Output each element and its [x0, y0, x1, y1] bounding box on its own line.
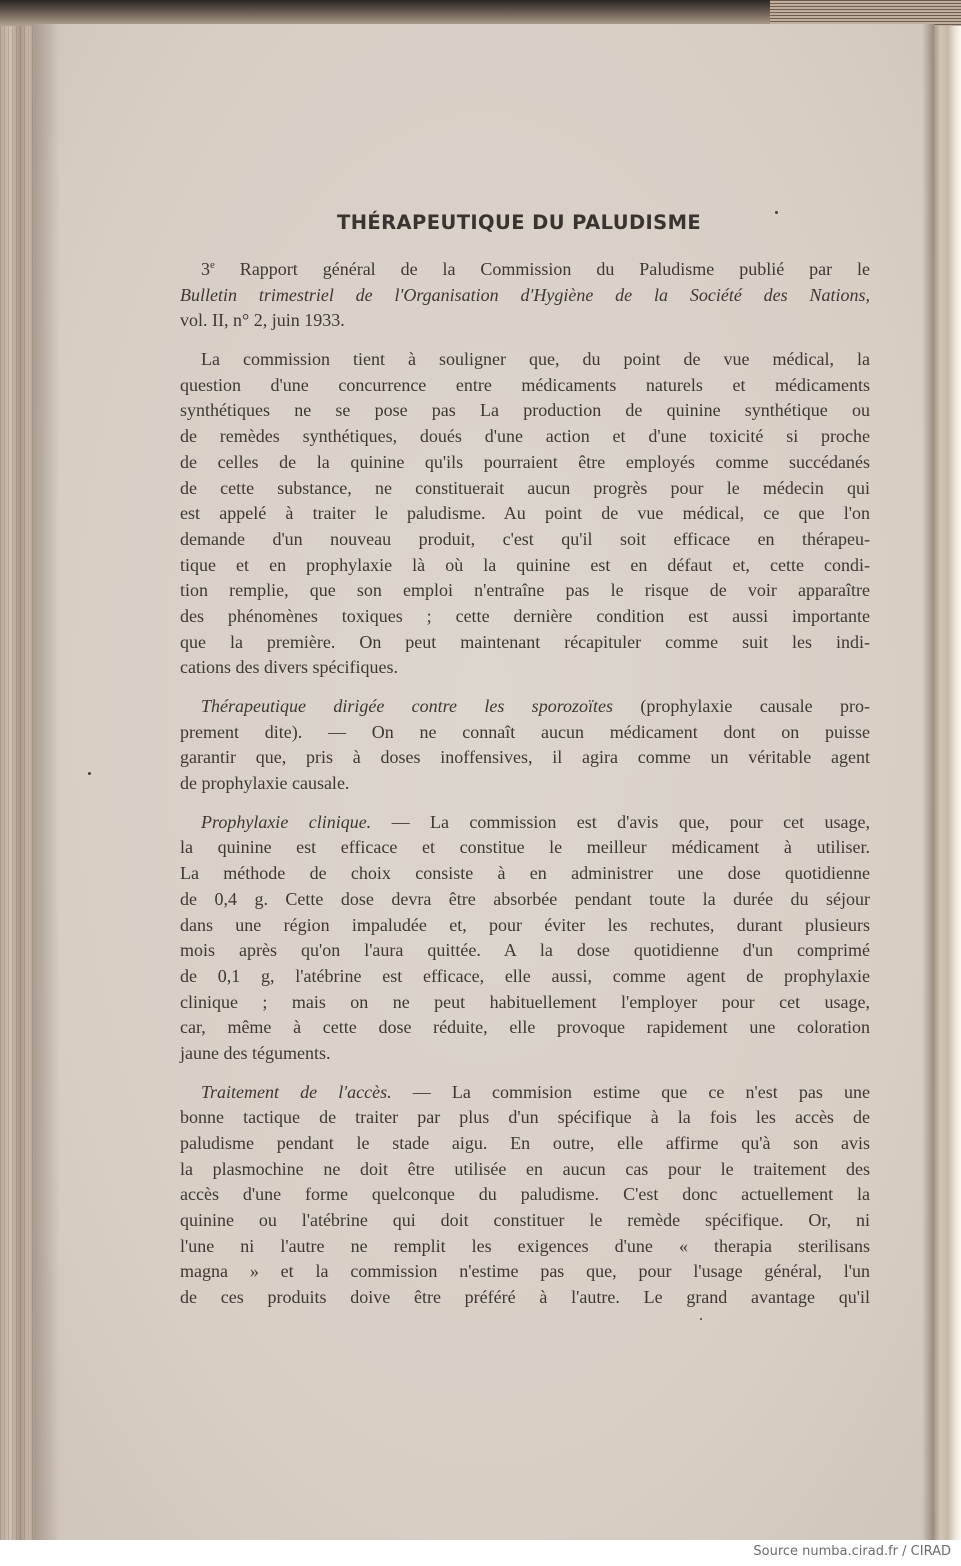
text-line: [180, 1157, 870, 1183]
page-title: THÉRAPEUTIQUE DU PALUDISME: [337, 211, 702, 234]
text-run: mois après qu'on l'aura quittée. A la dose quotidienne d'un comprimé: [180, 940, 870, 961]
text-line: [180, 450, 870, 476]
text-run: magna » et la commission n'estime pas que, pour l'usage général, l'un: [180, 1261, 870, 1282]
text-line: [180, 694, 870, 720]
italic-run: Thérapeutique dirigée contre les sporozoïtes: [201, 696, 614, 716]
paragraph: [180, 347, 870, 681]
text-run: tion remplie, que son emploi n'entraîne pas le risque de voir apparaître: [180, 580, 870, 601]
text-line: [180, 308, 870, 334]
text-line: [180, 398, 870, 424]
text-line: [180, 720, 870, 746]
text-run: de prophylaxie causale.: [180, 773, 350, 794]
text-line: [180, 938, 870, 964]
page-stack-lines: [0, 0, 36, 1540]
text-line: [180, 1015, 870, 1041]
text-line: [180, 990, 870, 1016]
text-run: La méthode de choix consiste à en administrer une dose quotidienne: [180, 863, 870, 884]
text-line: [180, 476, 870, 502]
text-line: [180, 424, 870, 450]
text-run: vol. II, n° 2, juin 1933.: [180, 310, 345, 331]
paragraph: [180, 1080, 870, 1311]
text-run: bonne tactique de traiter par plus d'un spécifique à la fois les accès de: [180, 1107, 870, 1128]
text-line: [180, 1131, 870, 1157]
text-run: prement dite). — On ne connaît aucun médicament dont on puisse: [180, 721, 870, 742]
text-line: [180, 655, 870, 681]
book-right-edge: [934, 0, 961, 1540]
text-run: — La commission est d'avis que, pour cet usage,: [371, 811, 870, 832]
text-line: [180, 1259, 870, 1285]
text-run: des phénomènes toxiques ; cette dernière condition est aussi importante: [180, 605, 870, 626]
right-shadow: [922, 24, 934, 1540]
ink-speck: [88, 772, 91, 775]
text-run: de celles de la quinine qu'ils pourraient être employés comme succédanés: [180, 451, 870, 472]
text-line: [180, 964, 870, 990]
text-run: cations des divers spécifiques.: [180, 657, 398, 678]
text-run: — La commision estime que ce n'est pas une: [391, 1081, 870, 1102]
text-run: synthétiques ne se pose pas La production de quinine synthétique ou: [180, 400, 870, 421]
text-run: quinine ou l'atébrine qui doit constituer le remède spécifique. Or, ni: [180, 1210, 870, 1231]
paragraph: [180, 694, 870, 797]
text-run: de remèdes synthétiques, doués d'une action et d'une toxicité si proche: [180, 426, 870, 447]
text-run: jaune des téguments.: [180, 1042, 331, 1063]
text-run: demande d'un nouveau produit, c'est qu'il soit efficace en thérapeu-: [180, 528, 870, 549]
text-line: [180, 1208, 870, 1234]
text-line: [180, 553, 870, 579]
text-line: [180, 1105, 870, 1131]
text-line: [180, 501, 870, 527]
text-run: accès d'une forme quelconque du paludisme. C'est donc actuellement la: [180, 1184, 870, 1205]
text-line: [180, 745, 870, 771]
text-line: [180, 1234, 870, 1260]
text-line: [180, 257, 870, 283]
text-run: car, même à cette dose réduite, elle provoque rapidement une coloration: [180, 1017, 870, 1038]
text-line: [180, 810, 870, 836]
book-right-top-edge: [770, 0, 961, 26]
source-credit: Source numba.cirad.fr / CIRAD: [753, 1544, 951, 1559]
text-line: [180, 913, 870, 939]
text-run: la plasmochine ne doit être utilisée en aucun cas pour le traitement des: [180, 1158, 870, 1179]
text-line: [180, 347, 870, 373]
italic-run: Traitement de l'accès.: [201, 1081, 392, 1102]
text-run: est appelé à traiter le paludisme. Au point de vue médical, ce que l'on: [180, 503, 870, 524]
italic-run: Prophylaxie clinique.: [201, 811, 372, 832]
text-line: [180, 1285, 870, 1311]
paragraph: [180, 810, 870, 1067]
text-line: [180, 578, 870, 604]
text-run: question d'une concurrence entre médicaments naturels et médicaments: [180, 374, 870, 395]
text-run: 3: [201, 259, 210, 279]
text-line: [180, 1182, 870, 1208]
text-line: [180, 373, 870, 399]
text-run: (prophylaxie causale pro-: [613, 696, 871, 716]
text-line: [180, 1041, 870, 1067]
text-line: [180, 283, 870, 309]
text-run: la quinine est efficace et constitue le meilleur médicament à utiliser.: [180, 837, 870, 858]
text-run: La commission tient à souligner que, du point de vue médical, la: [201, 349, 870, 370]
text-run: garantir que, pris à doses inoffensives, il agira comme un véritable agent: [180, 747, 870, 768]
text-line: [180, 861, 870, 887]
text-line: [180, 835, 870, 861]
text-run: de 0,1 g, l'atébrine est efficace, elle aussi, comme agent de prophylaxie: [180, 965, 870, 986]
text-line: [180, 630, 870, 656]
text-run: tique et en prophylaxie là où la quinine est en défaut et, cette condi-: [180, 554, 870, 575]
text-run: que la première. On peut maintenant récapituler comme suit les indi-: [180, 631, 870, 652]
text-run: Rapport général de la Commission du Paludisme publié par le: [214, 259, 870, 279]
text-line: [180, 604, 870, 630]
text-run: de cette substance, ne constituerait aucun progrès pour le médecin qui: [180, 477, 870, 498]
text-line: [180, 1080, 870, 1106]
text-run: de ces produits doive être préféré à l'autre. Le grand avantage qu'il: [180, 1287, 870, 1308]
paragraph: [180, 257, 870, 334]
text-run: paludisme pendant le stade aigu. En outre, elle affirme qu'à son avis: [180, 1133, 870, 1153]
text-run: clinique ; mais on ne peut habituellement l'employer pour cet usage,: [180, 991, 870, 1012]
body-text: [180, 257, 870, 1324]
text-line: [180, 887, 870, 913]
text-run: l'une ni l'autre ne remplit les exigences d'une « therapia sterilisans: [180, 1235, 870, 1256]
text-line: [180, 771, 870, 797]
text-run: de 0,4 g. Cette dose devra être absorbée pendant toute la durée du séjour: [180, 888, 870, 909]
superscript: e: [210, 259, 215, 271]
gutter-shadow: [34, 24, 60, 1540]
text-run: dans une région impaludée et, pour éviter les rechutes, durant plusieurs: [180, 914, 870, 935]
italic-run: Bulletin trimestriel de l'Organisation d'Hygiène de la Société des Nations,: [180, 284, 870, 305]
ink-speck: [775, 211, 778, 214]
text-line: [180, 527, 870, 553]
